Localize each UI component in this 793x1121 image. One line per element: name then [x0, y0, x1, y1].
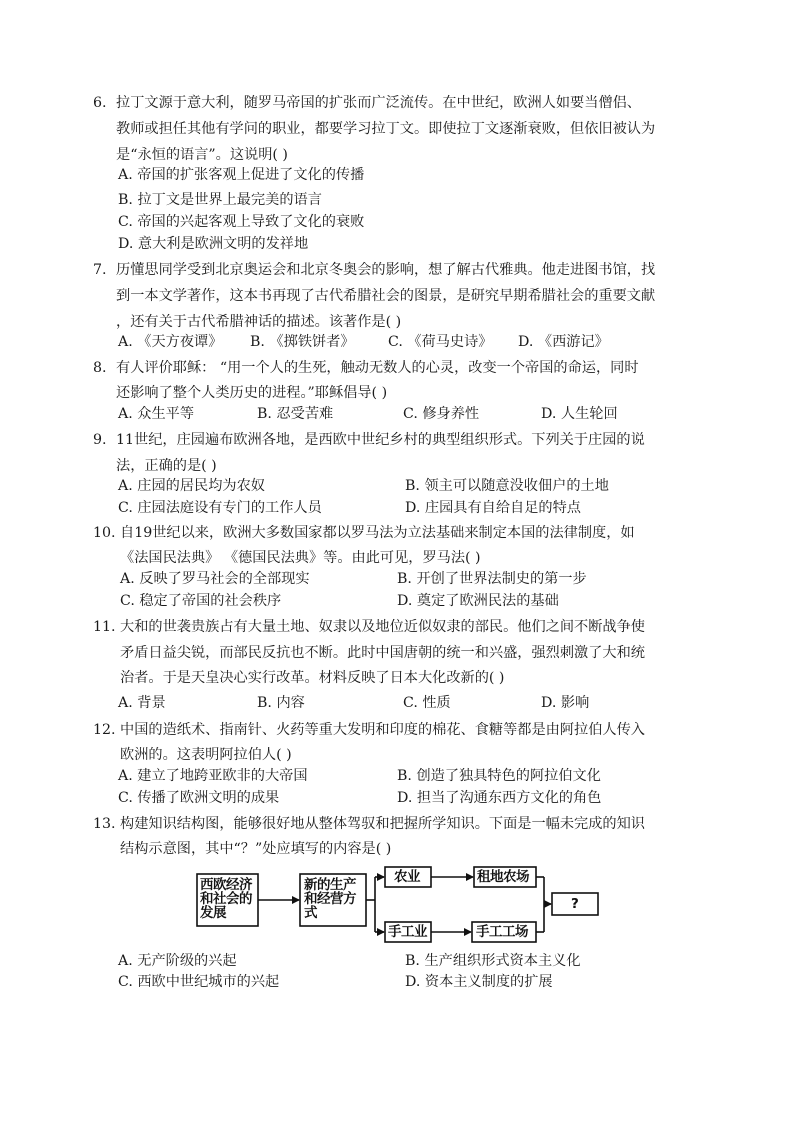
box-tenant-farm-label: 租地农场 — [477, 869, 529, 885]
question-text: 到一本文学著作，这本书再现了古代希腊社会的图景，是研究早期希腊社会的重要文献 — [116, 288, 656, 304]
option-d[interactable]: D. 人生轮回 — [541, 406, 618, 422]
option-a[interactable]: A. 反映了罗马社会的全部现实 — [120, 571, 310, 587]
option-c[interactable]: C. 性质 — [403, 695, 451, 711]
option-c[interactable]: C. 传播了欧洲文明的成果 — [118, 790, 280, 806]
box-handicraft-label: 手工业 — [388, 924, 427, 940]
question-number: 9. — [93, 432, 107, 448]
option-a[interactable]: A. 《天方夜谭》 — [118, 334, 223, 350]
question-text: 有人评价耶稣： “用一个人的生死，触动无数人的心灵，改变一个帝国的命运，同时 — [116, 360, 639, 376]
option-c[interactable]: C. 西欧中世纪城市的兴起 — [118, 974, 280, 990]
option-c[interactable]: C. 庄园法庭设有专门的工作人员 — [118, 500, 322, 516]
knowledge-structure-diagram — [195, 862, 605, 946]
question-text: 自19世纪以来，欧洲大多数国家都以罗马法为立法基础来制定本国的法律制度，如 — [120, 525, 635, 541]
option-a[interactable]: A. 庄园的居民均为农奴 — [118, 478, 265, 494]
question-number: 12. — [93, 722, 116, 738]
option-c[interactable]: C. 帝国的兴起客观上导致了文化的衰败 — [118, 214, 365, 230]
question-text: 大和的世袭贵族占有大量土地、奴隶以及地位近似奴隶的部民。他们之间不断战争使 — [120, 619, 645, 635]
question-number: 13. — [93, 816, 116, 832]
option-b[interactable]: B. 创造了独具特色的阿拉伯文化 — [397, 768, 601, 784]
option-b[interactable]: B. 忍受苦难 — [257, 406, 334, 422]
question-number: 8. — [93, 360, 107, 376]
question-text: 结构示意图，其中“？”处应填写的内容是( ) — [120, 841, 392, 857]
option-d[interactable]: D. 庄园具有自给自足的特点 — [405, 500, 581, 516]
option-d[interactable]: D. 意大利是欧洲文明的发祥地 — [118, 236, 309, 252]
question-text: 是“永恒的语言”。这说明( ) — [116, 147, 288, 163]
option-b[interactable]: B. 拉丁文是世界上最完美的语言 — [118, 192, 322, 208]
box-new-production-mode-label: 新的生产 和经营方 式 — [304, 877, 356, 921]
question-text: 法，正确的是( ) — [116, 458, 217, 474]
question-text: 还影响了整个人类历史的进程。”耶稣倡导( ) — [116, 385, 388, 401]
option-c[interactable]: C. 稳定了帝国的社会秩序 — [120, 593, 282, 609]
option-a[interactable]: A. 无产阶级的兴起 — [118, 953, 237, 969]
question-text: 拉丁文源于意大利，随罗马帝国的扩张而广泛流传。在中世纪，欧洲人如要当僧侣、 — [116, 95, 641, 111]
box-economy-development-label: 西欧经济 和社会的 发展 — [200, 877, 252, 921]
question-text: 中国的造纸术、指南针、火药等重大发明和印度的棉花、食糖等都是由阿拉伯人传入 — [120, 722, 645, 738]
question-text: 矛盾日益尖锐，而部民反抗也不断。此时中国唐朝的统一和兴盛，强烈刺激了大和统 — [120, 645, 645, 661]
box-agriculture-label: 农业 — [394, 869, 420, 885]
question-text: 教师或担任其他有学问的职业，都要学习拉丁文。即使拉丁文逐渐衰败，但依旧被认为 — [116, 121, 656, 137]
option-b[interactable]: B. 《掷铁饼者》 — [250, 334, 355, 350]
option-a[interactable]: A. 帝国的扩张客观上促进了文化的传播 — [118, 167, 365, 183]
question-text: 欧洲的。这表明阿拉伯人( ) — [120, 747, 292, 763]
question-text: 构建知识结构图，能够很好地从整体驾驭和把握所学知识。下面是一幅未完成的知识 — [120, 816, 645, 832]
option-d[interactable]: D. 奠定了欧洲民法的基础 — [397, 593, 559, 609]
question-number: 10. — [93, 525, 116, 541]
option-b[interactable]: B. 领主可以随意没收佃户的土地 — [405, 478, 609, 494]
option-b[interactable]: B. 开创了世界法制史的第一步 — [397, 571, 587, 587]
question-number: 6. — [93, 95, 107, 111]
question-number: 11. — [93, 619, 116, 635]
box-unknown-label: ? — [571, 896, 579, 912]
question-text: 11世纪，庄园遍布欧洲各地，是西欧中世纪乡村的典型组织形式。下列关于庄园的说 — [116, 432, 645, 448]
option-a[interactable]: A. 建立了地跨亚欧非的大帝国 — [118, 768, 308, 784]
option-c[interactable]: C. 《荷马史诗》 — [388, 334, 493, 350]
question-text: ，还有关于古代希腊神话的描述。该著作是( ) — [116, 314, 402, 330]
option-a[interactable]: A. 背景 — [118, 695, 166, 711]
question-text: 治者。于是天皇决心实行改革。材料反映了日本大化改新的( ) — [120, 670, 505, 686]
option-b[interactable]: B. 内容 — [257, 695, 305, 711]
option-b[interactable]: B. 生产组织形式资本主义化 — [405, 953, 581, 969]
option-c[interactable]: C. 修身养性 — [403, 406, 480, 422]
question-text: 历懂思同学受到北京奥运会和北京冬奥会的影响，想了解古代雅典。他走进图书馆，找 — [116, 262, 656, 278]
option-a[interactable]: A. 众生平等 — [118, 406, 195, 422]
box-workshop-label: 手工工场 — [476, 924, 528, 940]
option-d[interactable]: D. 资本主义制度的扩展 — [405, 974, 553, 990]
option-d[interactable]: D. 担当了沟通东西方文化的角色 — [397, 790, 602, 806]
option-d[interactable]: D. 影响 — [541, 695, 590, 711]
question-text: 《法国民法典》 《德国民法典》等。由此可见，罗马法( ) — [120, 550, 481, 566]
question-number: 7. — [93, 262, 107, 278]
option-d[interactable]: D. 《西游记》 — [518, 334, 609, 350]
